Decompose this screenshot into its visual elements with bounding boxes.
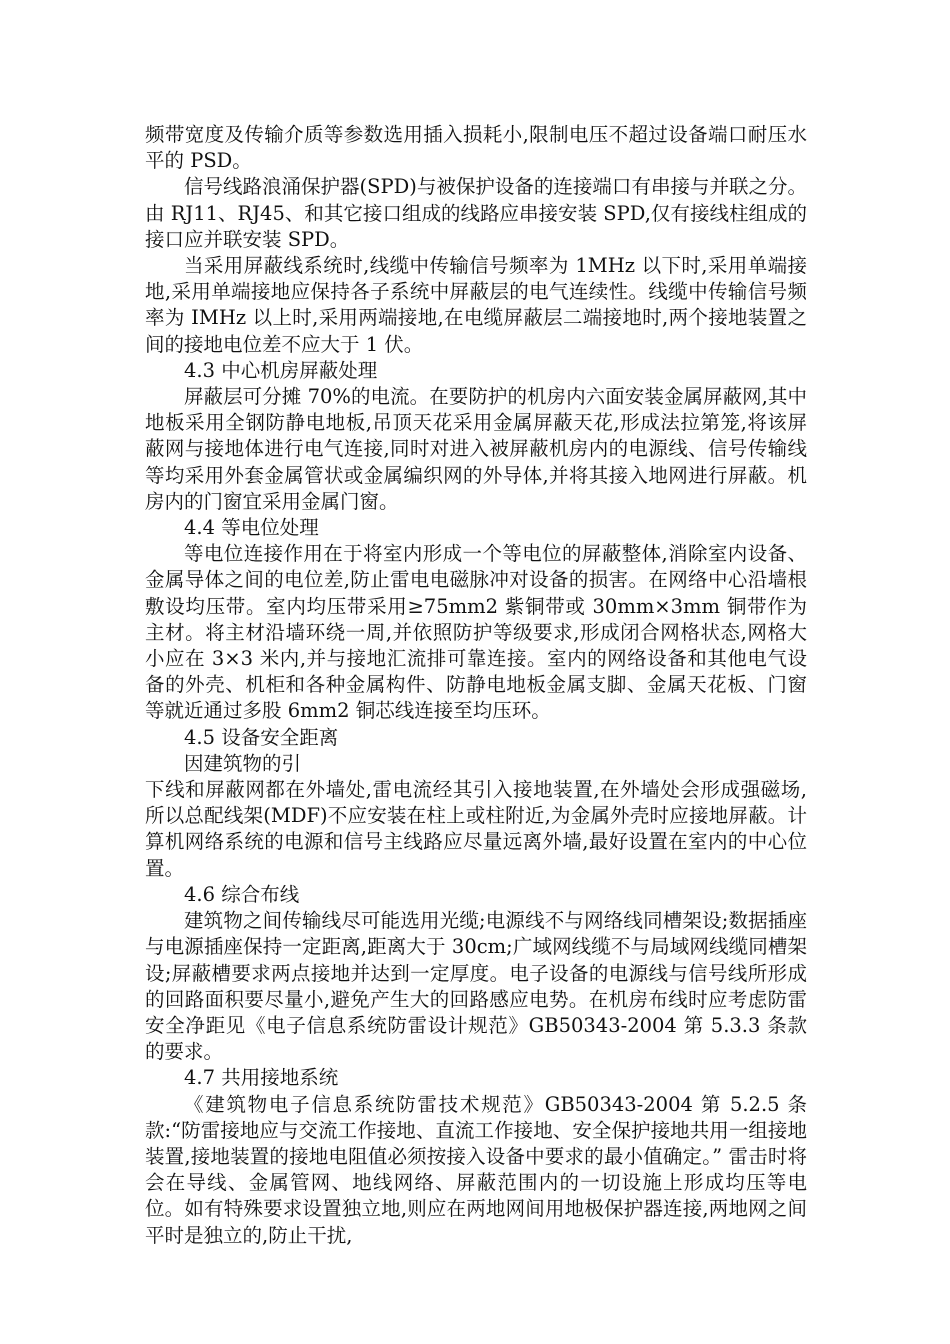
paragraph-cabling: 建筑物之间传输线尽可能选用光缆;电源线不与网络线同槽架设;数据插座与电源插座保持一定距离,距离大于 30cm;广域网线缆不与局域网线缆同槽架设;屏蔽槽要求两点接地并达到一定厚度。电子设备的电源线与信号线所形成的回路面积要尽量小,避免产生大的回路感应电势。在机房布线时应考虑防雷安全净距见《电子信息系统防雷设计规范》GB50343-2004 第 5.3.3 条款的要求。 [145, 909, 807, 1064]
paragraph-room-shielding: 屏蔽层可分摊 70%的电流。在要防护的机房内六面安装金属屏蔽网,其中地板采用全钢防静电地板,吊顶天花采用金属屏蔽天花,形成法拉第笼,将该屏蔽网与接地体进行电气连接,同时对进入被屏蔽机房内的电源线、信号传输线等均采用外套金属管状或金属编织网的外导体,并将其接入地网进行屏蔽。机房内的门窗宜采用金属门窗。 [145, 385, 807, 513]
section-heading-4-4: 4.4 等电位处理 [184, 516, 319, 540]
section-heading-4-5: 4.5 设备安全距离 [184, 725, 339, 749]
document-page [145, 122, 807, 1249]
paragraph-safety-distance-start: 因建筑物的引 [184, 751, 302, 775]
section-heading-4-3: 4.3 中心机房屏蔽处理 [184, 358, 378, 382]
section-heading-4-6: 4.6 综合布线 [184, 882, 300, 906]
paragraph-safety-distance: 下线和屏蔽网都在外墙处,雷电流经其引入接地装置,在外墙处会形成强磁场,所以总配线架(MDF)不应安装在柱上或柱附近,为金属外壳时应接地屏蔽。计算机网络系统的电源和信号主线路应尽量远离外墙,最好设置在室内的中心位置。 [145, 778, 807, 880]
paragraph-shielded-cable: 当采用屏蔽线系统时,线缆中传输信号频率为 1MHz 以下时,采用单端接地,采用单端接地应保持各子系统中屏蔽层的电气连续性。线缆中传输信号频率为 IMHz 以上时,采用两端接地,在电缆屏蔽层二端接地时,两个接地装置之间的接地电位差不应大于 1 伏。 [145, 254, 807, 356]
paragraph-equipotential: 等电位连接作用在于将室内形成一个等电位的屏蔽整体,消除室内设备、金属导体之间的电位差,防止雷电电磁脉冲对设备的损害。在网络中心沿墙根敷设均压带。室内均压带采用≥75mm2 紫铜带或 30mm×3mm 铜带作为主材。将主材沿墙环绕一周,并依照防护等级要求,形成闭合网格状态,网格大小应在 3×3 米内,并与接地汇流排可靠连接。室内的网络设备和其他电气设备的外壳、机柜和各种金属构件、防静电地板金属支脚、金属天花板、门窗等就近通过多股 6mm2 铜芯线连接至均压环。 [145, 542, 807, 723]
paragraph-common-grounding: 《建筑物电子信息系统防雷技术规范》GB50343-2004 第 5.2.5 条款:“防雷接地应与交流工作接地、直流工作接地、安全保护接地共用一组接地装置,接地装置的接地电阻值必须按接入设备中要求的最小值确定。” 雷击时将会在导线、金属管网、地线网络、屏蔽范围内的一切设施上形成均压等电位。如有特殊要求设置独立地,则应在两地网间用地极保护器连接,两地网之间平时是独立的,防止干扰, [145, 1092, 807, 1247]
section-heading-4-7: 4.7 共用接地系统 [184, 1066, 339, 1090]
paragraph-psd: 频带宽度及传输介质等参数选用插入损耗小,限制电压不超过设备端口耐压水平的 PSD。 [145, 123, 807, 173]
paragraph-spd-connection: 信号线路浪涌保护器(SPD)与被保护设备的连接端口有串接与并联之分。由 RJ11、RJ45、和其它接口组成的线路应串接安装 SPD,仅有接线柱组成的接口应并联安装 SPD。 [145, 175, 807, 251]
